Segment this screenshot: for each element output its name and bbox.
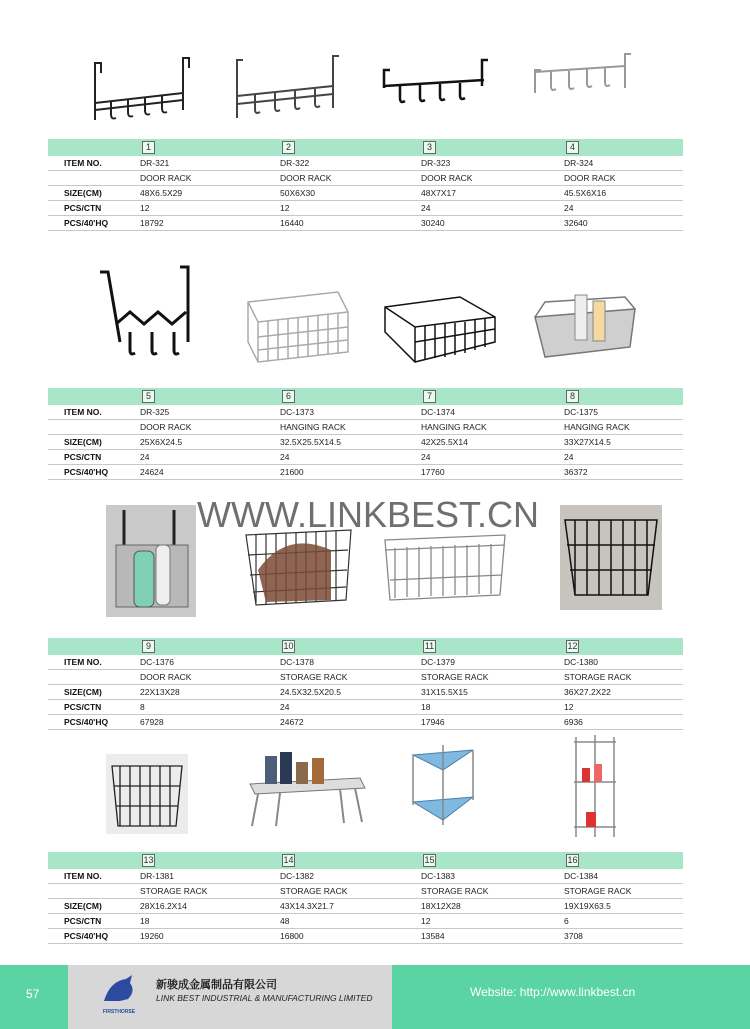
item-name: DOOR RACK [564,173,616,183]
item-code: DC-1380 [564,657,599,667]
row-label: SIZE(CM) [64,188,102,198]
item-name-row [48,884,683,899]
item-code: DC-1379 [421,657,456,667]
size-row [48,435,683,450]
item-pcs-ctn: 24 [564,452,574,462]
item-pcs-hq: 13584 [421,931,445,941]
shelf-rack-icon [240,744,370,829]
item-name: HANGING RACK [564,422,630,432]
door-hook-rack-icon [88,262,218,377]
item-no-row [48,869,683,884]
door-hook-rack-icon [515,48,645,133]
item-size: 25X6X24.5 [140,437,183,447]
item-number-badge: 6 [282,390,295,403]
item-name: HANGING RACK [421,422,487,432]
row-label: SIZE(CM) [64,437,102,447]
item-number-badge: 9 [142,640,155,653]
item-pcs-ctn: 18 [140,916,150,926]
item-code: DC-1382 [280,871,315,881]
item-size: 50X6X30 [280,188,315,198]
footer-company-block [68,965,392,1029]
pcs-ctn-row [48,914,683,929]
item-name: HANGING RACK [280,422,346,432]
item-pcs-ctn: 12 [564,702,574,712]
footer-left-band [0,965,68,1029]
item-code: DR-1381 [140,871,175,881]
item-size: 32.5X25.5X14.5 [280,437,341,447]
page-number: 57 [26,987,40,1001]
size-row [48,186,683,201]
company-name-cn: 新骏成金属制品有限公司 [156,979,277,991]
item-code: DR-322 [280,158,310,168]
item-size: 48X7X17 [421,188,456,198]
item-name-row [48,670,683,685]
item-size: 31X15.5X15 [421,687,468,697]
door-hook-rack-icon [370,48,500,133]
item-pcs-hq: 17760 [421,467,445,477]
item-name: DOOR RACK [421,173,473,183]
item-name: STORAGE RACK [280,886,348,896]
item-code: DC-1378 [280,657,315,667]
item-size: 36X27.2X22 [564,687,611,697]
item-name: STORAGE RACK [140,886,208,896]
row-label: ITEM NO. [64,407,102,417]
item-name: STORAGE RACK [564,886,632,896]
item-pcs-hq: 18792 [140,218,164,228]
row-label: PCS/CTN [64,203,102,213]
item-pcs-ctn: 24 [280,702,290,712]
pcs-ctn-row [48,450,683,465]
item-number-badge: 15 [424,855,435,865]
item-pcs-hq: 21600 [280,467,304,477]
mesh-door-basket-icon [106,505,196,617]
item-number-badge: 11 [424,641,435,651]
item-pcs-hq: 36372 [564,467,588,477]
item-code: DC-1374 [421,407,456,417]
row-label: ITEM NO. [64,657,102,667]
item-code: DC-1375 [564,407,599,417]
item-number-badge: 4 [566,141,579,154]
hanging-basket-icon [370,287,500,372]
item-size: 18X12X28 [421,901,461,911]
item-size: 28X16.2X14 [140,901,187,911]
item-no-row [48,655,683,670]
spec-table-1 [48,139,683,231]
item-code: DC-1373 [280,407,315,417]
watermark-text: WWW.LINKBEST.CN [197,494,540,535]
item-pcs-ctn: 24 [280,452,290,462]
item-name-row [48,171,683,186]
horse-logo-icon [96,971,142,1017]
item-name: STORAGE RACK [421,672,489,682]
size-row [48,899,683,914]
item-number-badge: 14 [283,855,294,865]
item-pcs-ctn: 6 [564,916,569,926]
item-code: DC-1384 [564,871,599,881]
item-no-row [48,156,683,171]
product-images-row [48,732,683,847]
item-pcs-ctn: 18 [421,702,431,712]
item-pcs-hq: 24624 [140,467,164,477]
door-hook-rack-icon [225,48,355,133]
item-size: 22X13X28 [140,687,180,697]
item-size: 43X14.3X21.7 [280,901,334,911]
item-code: DR-323 [421,158,451,168]
item-code: DC-1376 [140,657,175,667]
item-code: DC-1383 [421,871,456,881]
spec-table-2 [48,388,683,480]
company-name-en: LINK BEST INDUSTRIAL & MANUFACTURING LIMITED [156,993,373,1003]
website-link[interactable]: Website: http://www.linkbest.cn [470,985,636,999]
number-band [48,388,683,405]
item-pcs-hq: 24672 [280,717,304,727]
item-size: 24.5X32.5X20.5 [280,687,341,697]
item-pcs-ctn: 12 [280,203,290,213]
row-label: PCS/40'HQ [64,218,109,228]
row-label: PCS/CTN [64,916,102,926]
wire-basket-icon [560,505,662,610]
spec-table-3 [48,638,683,730]
item-size: 19X19X63.5 [564,901,611,911]
item-name: STORAGE RACK [564,672,632,682]
pcs-hq-row [48,929,683,944]
item-pcs-ctn: 48 [280,916,290,926]
pcs-hq-row [48,465,683,480]
item-pcs-ctn: 24 [421,203,431,213]
item-name: DOOR RACK [140,422,192,432]
spec-table-4 [48,852,683,944]
item-number-badge: 16 [567,855,578,865]
item-number-badge: 7 [423,390,436,403]
item-name: STORAGE RACK [421,886,489,896]
item-code: DR-324 [564,158,594,168]
number-band [48,139,683,156]
row-label: ITEM NO. [64,158,102,168]
corner-shelf-icon [393,740,493,830]
item-pcs-ctn: 24 [421,452,431,462]
item-pcs-hq: 17946 [421,717,445,727]
pcs-ctn-row [48,201,683,216]
row-label: SIZE(CM) [64,687,102,697]
item-name: DOOR RACK [140,173,192,183]
item-pcs-ctn: 12 [140,203,150,213]
wire-basket-icon [106,754,188,834]
item-number-badge: 12 [567,641,578,651]
item-pcs-hq: 16440 [280,218,304,228]
row-label: PCS/CTN [64,452,102,462]
hanging-basket-icon [515,287,645,372]
page-footer [0,965,750,1029]
item-size: 33X27X14.5 [564,437,611,447]
item-pcs-ctn: 8 [140,702,145,712]
item-name: STORAGE RACK [280,672,348,682]
item-pcs-hq: 30240 [421,218,445,228]
item-name: DOOR RACK [280,173,332,183]
item-pcs-hq: 16800 [280,931,304,941]
item-pcs-hq: 3708 [564,931,583,941]
item-number-badge: 2 [282,141,295,154]
item-size: 48X6.5X29 [140,188,183,198]
pcs-hq-row [48,216,683,231]
row-label: PCS/CTN [64,702,102,712]
item-pcs-ctn: 24 [564,203,574,213]
hanging-basket-icon [228,282,358,372]
item-code: DR-321 [140,158,170,168]
size-row [48,685,683,700]
item-pcs-hq: 32640 [564,218,588,228]
item-number-badge: 3 [423,141,436,154]
row-label: PCS/40'HQ [64,467,109,477]
item-no-row [48,405,683,420]
number-band [48,638,683,655]
row-label: PCS/40'HQ [64,717,109,727]
item-number-badge: 13 [143,855,154,865]
pcs-ctn-row [48,700,683,715]
item-pcs-ctn: 24 [140,452,150,462]
item-size: 45.5X6X16 [564,188,607,198]
item-number-badge: 5 [142,390,155,403]
product-images-row [48,48,683,133]
footer-right-band [392,965,750,1029]
door-hook-rack-icon [83,48,213,133]
item-name: DOOR RACK [140,672,192,682]
pcs-hq-row [48,715,683,730]
number-band [48,852,683,869]
item-pcs-hq: 67928 [140,717,164,727]
item-code: DR-325 [140,407,170,417]
row-label: SIZE(CM) [64,901,102,911]
item-pcs-hq: 19260 [140,931,164,941]
item-pcs-hq: 6936 [564,717,583,727]
item-pcs-ctn: 12 [421,916,431,926]
tower-shelf-icon [570,732,620,842]
product-images-row [48,262,683,382]
item-name-row [48,420,683,435]
svg-text:FIRSTHORSE: FIRSTHORSE [102,1009,136,1015]
row-label: PCS/40'HQ [64,931,109,941]
item-number-badge: 10 [283,641,294,651]
item-number-badge: 8 [566,390,579,403]
row-label: ITEM NO. [64,871,102,881]
item-number-badge: 1 [142,141,155,154]
item-size: 42X25.5X14 [421,437,468,447]
